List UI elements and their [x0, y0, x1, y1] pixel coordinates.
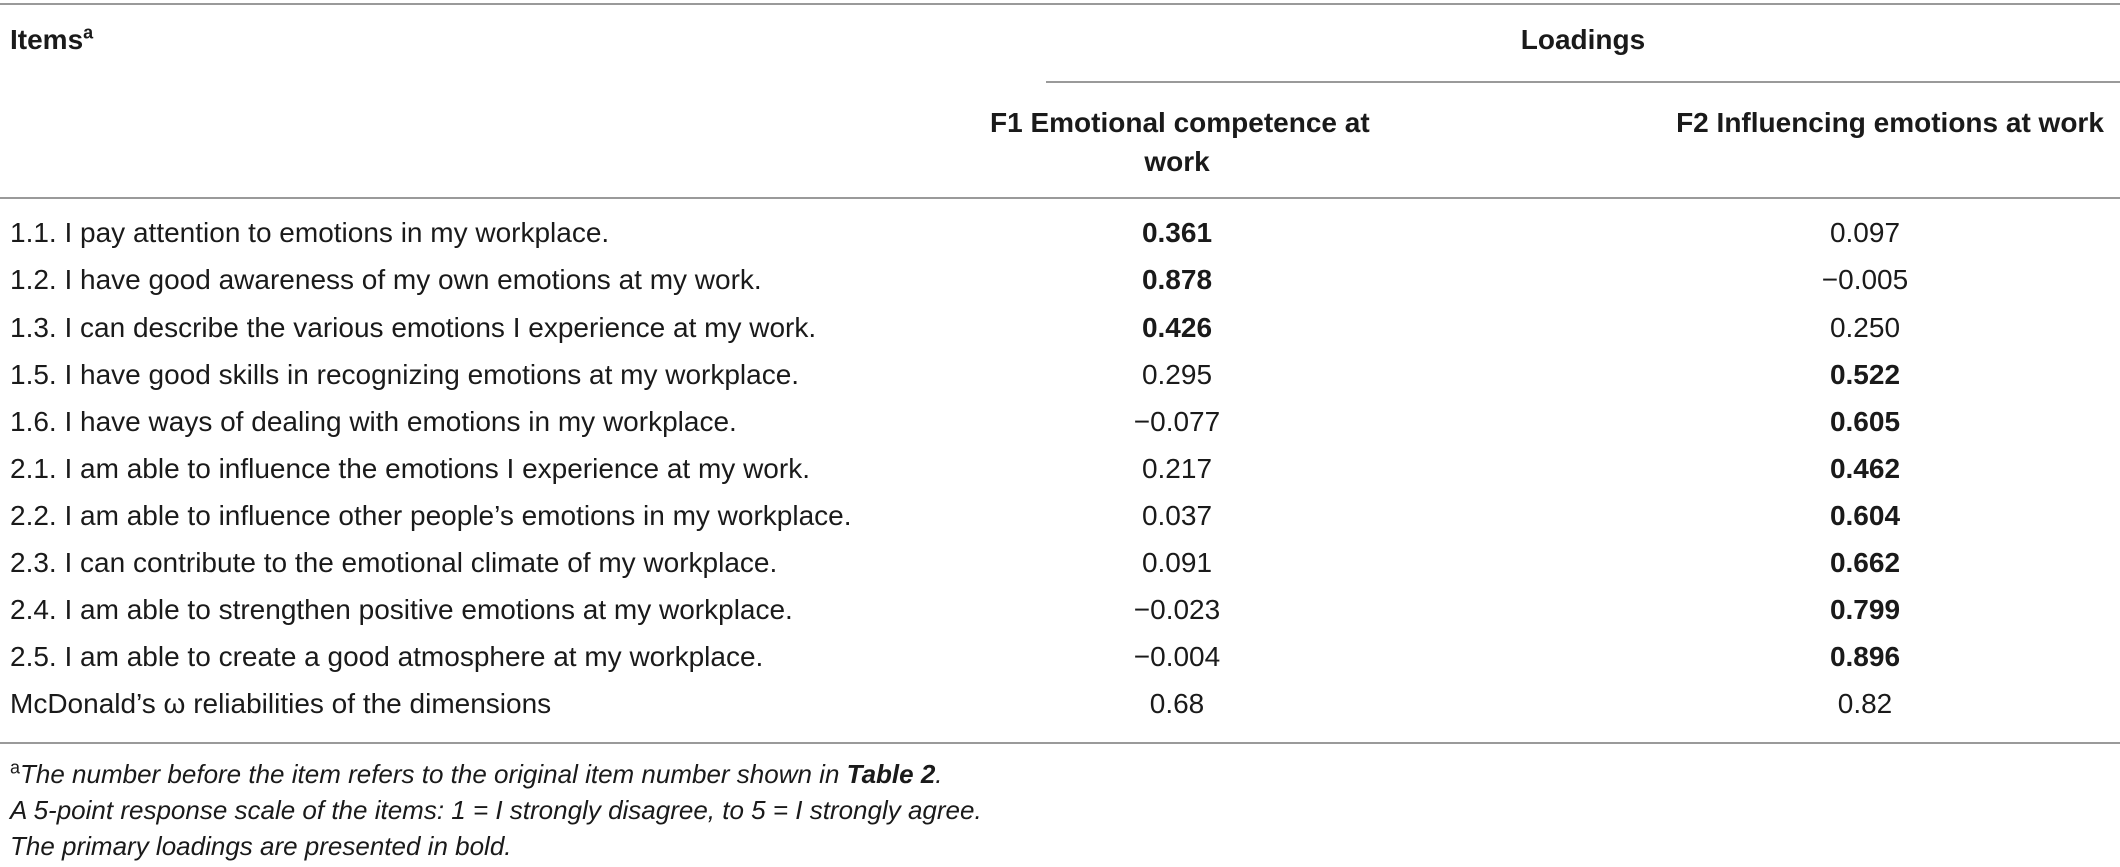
table-row-item: 2.3. I can contribute to the emotional climate of my workplace.: [10, 547, 778, 578]
table-cell-f1: −0.023: [1133, 594, 1221, 625]
f1-header-line1: F1 Emotional competence at: [990, 107, 1370, 138]
table-row-item: 1.5. I have good skills in recognizing emotions at my workplace.: [10, 359, 800, 390]
table-cell-f2: 0.605: [1829, 406, 1901, 437]
table-cell-f2: 0.250: [1829, 312, 1901, 343]
reliability-f1: 0.68: [1149, 688, 1205, 719]
table-cell-f2: 0.522: [1829, 359, 1901, 390]
table-row-item: 2.2. I am able to influence other people’s emotions in my workplace.: [10, 500, 852, 531]
table-cell-f1: 0.091: [1141, 547, 1213, 578]
top-rule: [0, 3, 2120, 5]
table-cell-f1: 0.361: [1141, 217, 1213, 248]
table-cell-f2: 0.799: [1829, 594, 1901, 625]
f2-header: F2 Influencing emotions at work: [1676, 107, 2104, 138]
items-footnote-marker: a: [83, 22, 94, 43]
table-cell-f1: 0.878: [1141, 264, 1213, 295]
table-row-item: 1.6. I have ways of dealing with emotions in my workplace.: [10, 406, 737, 437]
table-cell-f2: −0.005: [1821, 264, 1909, 295]
reliability-row-label: McDonald’s ω reliabilities of the dimensions: [10, 688, 552, 719]
table-bottom-rule: [0, 742, 2120, 744]
table-row-item: 2.5. I am able to create a good atmosphere at my workplace.: [10, 641, 764, 672]
table-cell-f1: 0.426: [1141, 312, 1213, 343]
table-row-item: 2.1. I am able to influence the emotions I experience at my work.: [10, 453, 810, 484]
reliability-f2: 0.82: [1837, 688, 1893, 719]
loadings-header: Loadings: [1520, 24, 1646, 55]
table-cell-f2: 0.662: [1829, 547, 1901, 578]
table-cell-f1: 0.295: [1141, 359, 1213, 390]
table-cell-f1: −0.004: [1133, 641, 1221, 672]
table-row-item: 1.3. I can describe the various emotions I experience at my work.: [10, 312, 817, 343]
footnote-scale: A 5-point response scale of the items: 1 = I strongly disagree, to 5 = I strongly agree.: [10, 795, 982, 825]
items-header: Items$^a$: [10, 22, 94, 55]
footnote-a: $^a$The number before the item refers to the original item number shown in Table 2.: [10, 757, 943, 789]
table-reference: Table 2: [846, 759, 936, 789]
footnote-marker: a: [10, 757, 21, 778]
table-cell-f1: −0.077: [1133, 406, 1221, 437]
table-cell-f2: 0.604: [1829, 500, 1901, 531]
footnote-bold: The primary loadings are presented in bold.: [10, 831, 512, 861]
loadings-underline: [1046, 81, 2120, 83]
table-cell-f1: 0.217: [1141, 453, 1213, 484]
table-cell-f2: 0.896: [1829, 641, 1901, 672]
table-row-item: 1.1. I pay attention to emotions in my workplace.: [10, 217, 610, 248]
table-cell-f2: 0.462: [1829, 453, 1901, 484]
table-cell-f2: 0.097: [1829, 217, 1901, 248]
table-row-item: 2.4. I am able to strengthen positive emotions at my workplace.: [10, 594, 793, 625]
f1-header-line2: work: [1144, 146, 1210, 177]
table-cell-f1: 0.037: [1141, 500, 1213, 531]
table-row-item: 1.2. I have good awareness of my own emotions at my work.: [10, 264, 762, 295]
header-bottom-rule: [0, 197, 2120, 199]
